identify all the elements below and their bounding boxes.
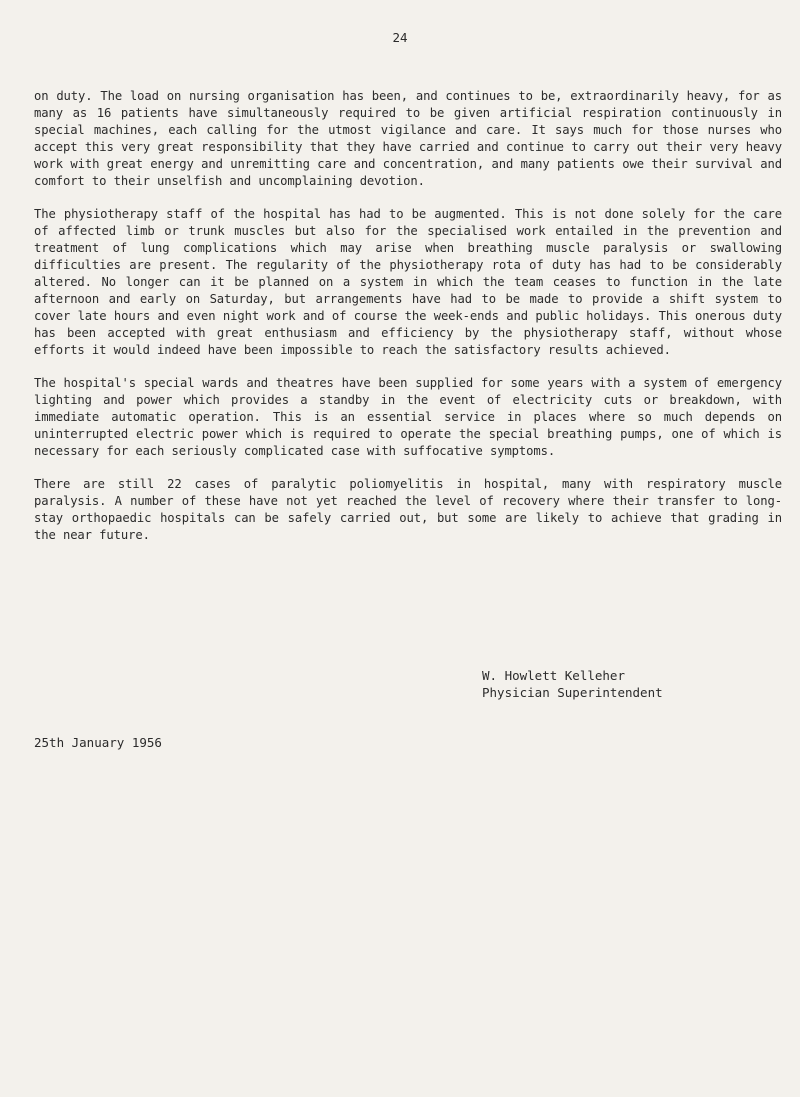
page-number: 24: [392, 30, 408, 45]
signatory-title: Physician Superintendent: [482, 685, 663, 700]
paragraph-physiotherapy: The physiotherapy staff of the hospital has had to be augmented. This is not done solely for the care of affected limb or trunk muscles but also for the specialised work entailed in the prevention and treatment of lung complications which may arise when breathing muscle paralysis or swallowing difficulties are present. The regularity of the physiotherapy rota of duty has had to be considerably altered. No longer can it be planned on a system in which the team ceases to function in the late afternoon and early on Saturday, but arrangements have had to be made to provide a shift system to cover late hours and even night work and of course the week-ends and public holidays. This onerous duty has been accepted with great enthusiasm and efficiency by the physiotherapy staff, without whose efforts it would indeed have been impossible to reach the satisfactory results achieved.: [34, 207, 782, 357]
document-date: 25th January 1956: [34, 735, 162, 750]
paragraph-poliomyelitis-cases: There are still 22 cases of paralytic poliomyelitis in hospital, many with respiratory muscle paralysis. A number of these have not yet reached the level of recovery where their transfer to long-stay orthopaedic hospitals can be safely carried out, but some are likely to achieve that grading in the near future.: [34, 477, 782, 542]
signatory-name: W. Howlett Kelleher: [482, 668, 625, 683]
paragraph-emergency-lighting: The hospital's special wards and theatres have been supplied for some years with a system of emergency lighting and power which provides a standby in the event of electricity cuts or breakdown, with immediate automatic operation. This is an essential service in places where so much depends on uninterrupted electric power which is required to operate the special breathing pumps, one of which is necessary for each seriously complicated case with suffocative symptoms.: [34, 376, 782, 458]
signature-block: [482, 667, 663, 701]
document-body: [34, 88, 782, 560]
paragraph-nursing: on duty. The load on nursing organisation has been, and continues to be, extraordinarily heavy, for as many as 16 patients have simultaneously required to be given artificial respiration continuously in special machines, each calling for the utmost vigilance and care. It says much for those nurses who accept this very great responsibility that they have carried and continue to carry out their very heavy work with great energy and unremitting care and concentration, and many patients owe their survival and comfort to their unselfish and uncomplaining devotion.: [34, 89, 782, 188]
